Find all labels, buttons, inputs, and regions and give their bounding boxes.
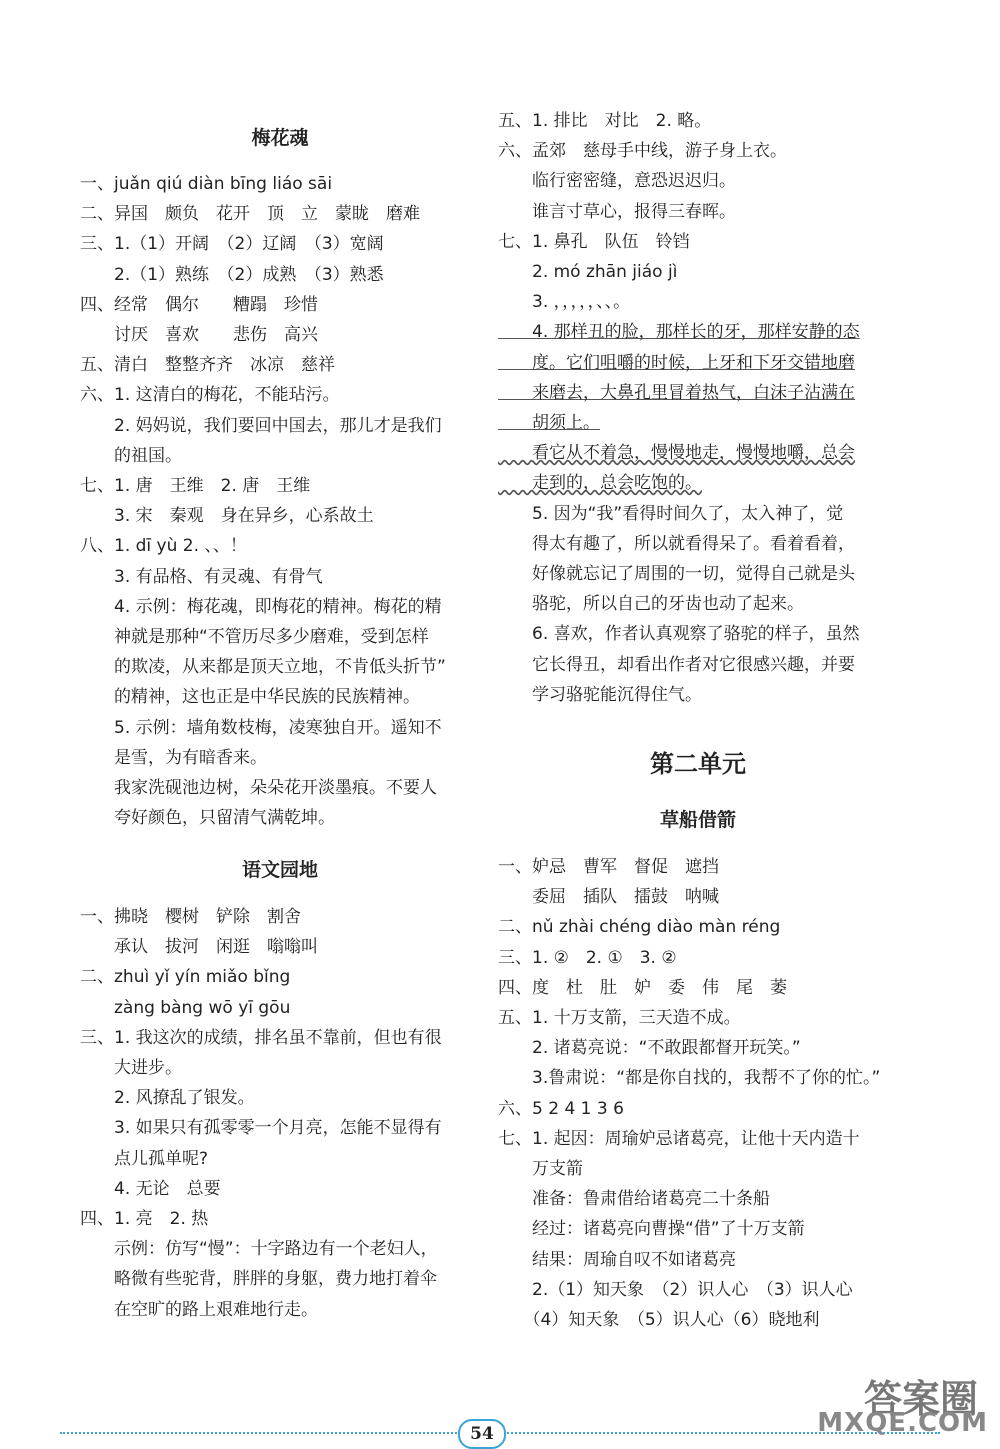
answer-line: 准备：鲁肃借给诸葛亮二十条船	[498, 1189, 770, 1210]
answer-line: 讨厌 喜欢 悲伤 高兴	[80, 325, 318, 345]
answer-line: 走到的，总会吃饱的。	[498, 473, 702, 494]
answer-line: 经过：诸葛亮向曹操“借”了十万支箭	[498, 1219, 805, 1240]
answer-line: 学习骆驼能沉得住气。	[498, 684, 702, 705]
answer-line: 在空旷的路上艰难地行走。	[80, 1299, 318, 1320]
answer-line: 八、1. dī yù 2. 、、！	[80, 536, 247, 557]
answer-line: 2. 风撩乱了银发。	[80, 1088, 255, 1109]
answer-line: 四、经常 偶尔 糟蹋 珍惜	[80, 294, 318, 315]
answer-line: 4. 示例：梅花魂，即梅花的精神。梅花的精	[80, 596, 442, 617]
answer-line: 七、1. 起因：周瑜妒忌诸葛亮，让他十天内造十	[498, 1128, 860, 1149]
answer-line: 来磨去，大鼻孔里冒着热气，白沫子沾满在	[498, 382, 855, 403]
answer-line: 二、异国 颇负 花开 顶 立 蒙眬 磨难	[80, 204, 420, 225]
answer-line: 一、拂晓 樱树 铲除 割舍	[80, 907, 301, 927]
unit-title: 第二单元	[650, 750, 746, 778]
answer-line: 委屈 插队 擂鼓 呐喊	[498, 887, 719, 908]
answer-line: zàng bàng wō yī gōu	[80, 997, 291, 1018]
answer-line: 二、zhuì yǐ yín miǎo bǐng	[80, 967, 291, 988]
answer-line: 的精神，这也正是中华民族的民族精神。	[80, 687, 420, 708]
answer-line: 结果：周瑜自叹不如诸葛亮	[498, 1249, 736, 1270]
answer-line: 2. 妈妈说，我们要回中国去，那儿才是我们	[80, 415, 442, 436]
answer-line: 万支箭	[498, 1159, 583, 1179]
answer-line: 二、nǔ zhài chéng diào màn réng	[498, 917, 781, 938]
answer-line: 6. 喜欢，作者认真观察了骆驼的样子，虽然	[498, 624, 860, 645]
section-title-yuwenyuandi: 语文园地	[241, 859, 318, 881]
answer-line: 2. 诸葛亮说：“不敢跟都督开玩笑。”	[498, 1038, 801, 1059]
answer-line: 点儿孤单呢?	[80, 1148, 209, 1169]
answer-line: 4. 无论 总要	[80, 1178, 221, 1199]
page-number: 54	[458, 1419, 506, 1449]
answer-line: 它长得丑，却看出作者对它很感兴趣，并要	[498, 654, 855, 675]
answer-line: 五、清白 整整齐齐 冰凉 慈祥	[80, 355, 335, 376]
answer-line: 大进步。	[80, 1058, 182, 1078]
answer-line: 4. 那样丑的脸，那样长的牙，那样安静的态	[498, 322, 860, 343]
answer-line: 得太有趣了，所以就看得呆了。看着看着，	[498, 533, 855, 554]
answer-line: 的欺凌，从来都是顶天立地，不肯低头折节”	[80, 657, 446, 678]
answer-line: 承认 拔河 闲逛 嗡嗡叫	[80, 937, 318, 958]
watermark-logo: 答案圈	[863, 1377, 978, 1421]
answer-line: 五、1. 十万支箭，三天造不成。	[498, 1008, 741, 1028]
answer-line: 我家洗砚池边树，朵朵花开淡墨痕。不要人	[80, 778, 437, 798]
section-title-caochuanjiejian: 草船借箭	[659, 809, 736, 831]
answer-line: 七、1. 唐 王维 2. 唐 王维	[80, 476, 311, 496]
answer-line: 一、妒忌 曹军 督促 遮挡	[498, 857, 719, 877]
answer-line: 骆驼，所以自己的牙齿也动了起来。	[498, 594, 804, 615]
answer-line: 度。它们咀嚼的时候，上牙和下牙交错地磨	[498, 352, 855, 373]
watermark	[817, 1368, 988, 1438]
answer-line: 3.鲁肃说：“都是你自找的，我帮不了你的忙。”	[498, 1068, 881, 1089]
answer-line: 三、1. ② 2. ① 3. ②	[498, 947, 677, 968]
answer-line: 一、juǎn qiú diàn bīng liáo sāi	[80, 174, 333, 194]
answer-line: 2.（1）熟练 （2）成熟 （3）熟悉	[80, 264, 384, 285]
answer-line: 2.（1）知天象 （2）识人心 （3）识人心	[498, 1279, 853, 1300]
answer-line: 示例：仿写“慢”：十字路边有一个老妇人，	[80, 1239, 438, 1260]
answer-line: 四、1. 亮 2. 热	[80, 1209, 209, 1229]
answer-line: 谁言寸草心，报得三春晖。	[498, 201, 736, 222]
answer-line: 2. mó zhān jiáo jì	[498, 262, 678, 282]
answer-line: 5. 因为“我”看得时间久了，太入神了，觉	[498, 503, 844, 524]
answer-line: 3. 有品格、有灵魂、有骨气	[80, 566, 323, 587]
answer-line: 三、1. 我这次的成绩，排名虽不靠前，但也有很	[80, 1027, 442, 1048]
answer-line: 六、1. 这清白的梅花，不能玷污。	[80, 385, 340, 406]
answer-line: 好像就忘记了周围的一切，觉得自己就是头	[498, 564, 855, 584]
answer-line: 夸好颜色，只留清气满乾坤。	[80, 808, 335, 829]
answer-line: 略微有些驼背，胖胖的身躯，费力地打着伞	[80, 1269, 437, 1290]
answer-line: 神就是那种“不管历尽多少磨难，受到怎样	[80, 627, 429, 647]
answer-line: 看它从不着急，慢慢地走，慢慢地嚼，总会	[498, 443, 855, 464]
section-title-meihuahun: 梅花魂	[251, 127, 309, 149]
answer-line: 六、5 2 4 1 3 6	[498, 1098, 624, 1119]
answer-line: 三、1.（1）开阔 （2）辽阔 （3）宽阔	[80, 234, 384, 255]
answer-line: 五、1. 排比 对比 2. 略。	[498, 111, 712, 131]
answer-line: 3. 宋 秦观 身在异乡，心系故土	[80, 506, 374, 527]
answer-line: 5. 示例：墙角数枝梅，凌寒独自开。遥知不	[80, 717, 442, 738]
answer-line: 的祖国。	[80, 445, 182, 466]
answer-line: 四、度 杜 肚 妒 委 伟 尾 萎	[498, 977, 787, 998]
answer-line: （4）知天象 （5）识人心（6）晓地利	[498, 1310, 820, 1330]
answer-line: 是雪，为有暗香来。	[80, 747, 267, 768]
answer-line: 3. 如果只有孤零零一个月亮，怎能不显得有	[80, 1118, 442, 1139]
answer-line: 胡须上。	[498, 413, 600, 433]
answer-line: 3. ，，，，，、、。	[498, 292, 631, 313]
watermark-url: MXQE.COM	[817, 1408, 988, 1438]
answer-line: 临行密密缝，意恐迟迟归。	[498, 171, 736, 192]
answer-line: 六、孟郊 慈母手中线，游子身上衣。	[498, 141, 787, 162]
answer-line: 七、1. 鼻孔 队伍 铃铛	[498, 231, 690, 252]
